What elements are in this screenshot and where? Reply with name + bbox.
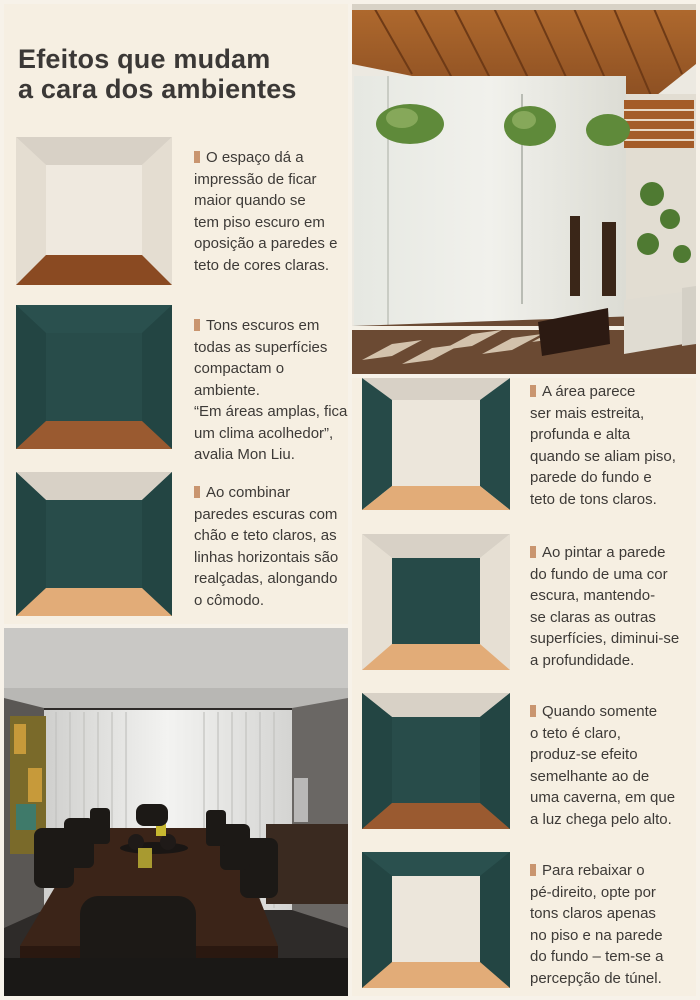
- photo-pergola-terrace: [352, 4, 696, 374]
- caption-line: Para rebaixar o: [542, 862, 645, 879]
- caption-line: chão e teto claros, as: [194, 527, 337, 544]
- caption-line: quando se aliam piso,: [530, 447, 676, 465]
- article-title: [18, 44, 348, 104]
- caption-line: avalia Mon Liu.: [194, 446, 295, 463]
- caption-6: [530, 701, 694, 830]
- bullet-marker: [530, 705, 536, 717]
- room-diagram-all-dark: [16, 305, 172, 449]
- caption-line: pé-direito, opte por: [530, 883, 656, 901]
- bullet-marker: [194, 486, 200, 498]
- caption-line: do fundo – tem-se a: [530, 948, 664, 965]
- caption-line: maior quando se: [194, 192, 306, 209]
- room-diagram-dark-floor: [16, 137, 172, 285]
- caption-line: “Em áreas amplas, fica: [194, 403, 348, 420]
- caption-line: superfícies, diminui-se: [530, 630, 680, 647]
- bullet-marker: [194, 151, 200, 163]
- caption-3: [194, 482, 349, 611]
- room-diagram-dark-walls: [16, 472, 172, 616]
- caption-line: profunda e alta: [530, 426, 631, 443]
- caption-line: escura, mantendo-: [530, 587, 656, 604]
- caption-line: impressão de ficar: [194, 170, 317, 188]
- caption-line: teto de tons claros.: [530, 490, 657, 508]
- caption-line: do fundo de uma cor: [530, 565, 668, 583]
- caption-line: no piso e na parede: [530, 926, 663, 944]
- bullet-marker: [530, 385, 536, 397]
- caption-line: Ao combinar: [206, 484, 291, 501]
- caption-line: Tons escuros em: [206, 317, 320, 334]
- caption-line: paredes escuras com: [194, 505, 338, 523]
- caption-line: tem piso escuro em: [194, 213, 325, 231]
- caption-line: se claras as outras: [530, 608, 656, 626]
- caption-line: teto de cores claras.: [194, 256, 330, 274]
- caption-line: semelhante ao de: [530, 767, 650, 785]
- bullet-marker: [530, 864, 536, 876]
- room-diagram-dark-back-wall: [362, 534, 510, 670]
- caption-line: parede do fundo e: [530, 469, 652, 486]
- title-line-2: a cara dos ambientes: [18, 74, 297, 104]
- room-diagram-tunnel: [362, 852, 510, 988]
- caption-line: ser mais estreita,: [530, 404, 645, 422]
- caption-line: Ao pintar a parede: [542, 544, 666, 561]
- bullet-marker: [194, 319, 200, 331]
- title-line-1: Efeitos que mudam: [18, 44, 271, 74]
- caption-line: Quando somente: [542, 703, 658, 720]
- article-panel-right: [352, 378, 696, 996]
- caption-line: uma caverna, em que: [530, 789, 676, 806]
- caption-7: [530, 860, 694, 989]
- caption-line: compactam o ambiente.: [194, 360, 285, 399]
- caption-line: o teto é claro,: [530, 724, 621, 742]
- caption-5: [530, 542, 694, 671]
- caption-line: um clima acolhedor”,: [194, 424, 334, 442]
- bullet-marker: [530, 546, 536, 558]
- room-diagram-narrow: [362, 378, 510, 510]
- caption-line: percepção de túnel.: [530, 969, 662, 987]
- room-diagram-cave: [362, 693, 510, 829]
- caption-line: O espaço dá a: [206, 149, 304, 166]
- caption-line: o cômodo.: [194, 591, 265, 609]
- caption-line: todas as superfícies: [194, 338, 328, 356]
- caption-line: A área parece: [542, 383, 636, 400]
- caption-line: tons claros apenas: [530, 905, 656, 922]
- caption-line: produz-se efeito: [530, 746, 638, 763]
- caption-line: oposição a paredes e: [194, 235, 338, 252]
- photo-dining-room: [4, 628, 348, 996]
- caption-line: realçadas, alongando: [194, 570, 338, 587]
- caption-line: linhas horizontais são: [194, 548, 339, 566]
- article-panel-left: [4, 4, 348, 624]
- caption-line: a luz chega pelo alto.: [530, 810, 672, 828]
- caption-4: [530, 381, 690, 510]
- caption-2: [194, 315, 349, 466]
- caption-1: [194, 147, 344, 276]
- caption-line: a profundidade.: [530, 651, 635, 669]
